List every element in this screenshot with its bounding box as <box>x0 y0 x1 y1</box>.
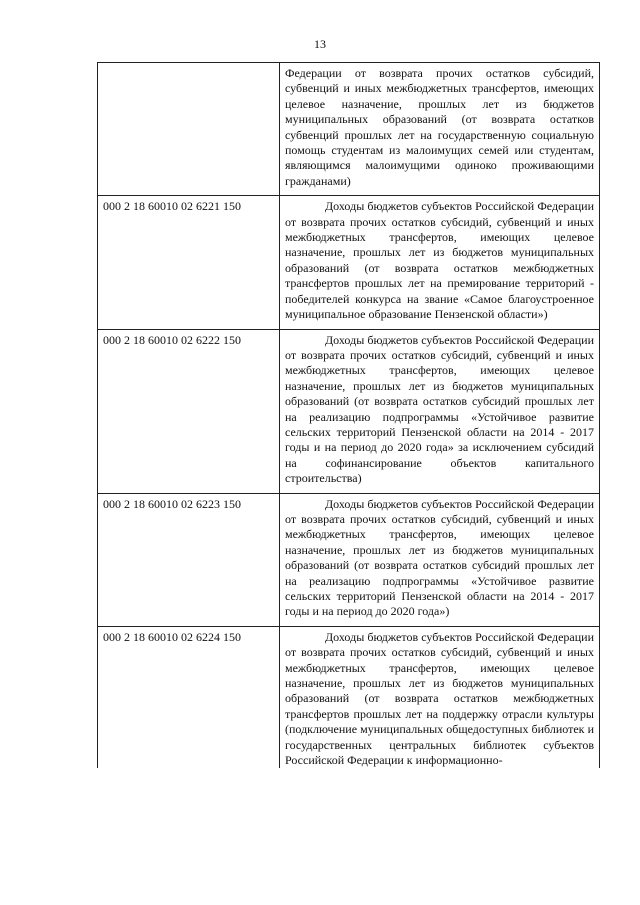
table-row <box>98 493 600 626</box>
code-cell <box>98 63 280 196</box>
description-cell: Доходы бюджетов субъектов Российской Федерации от возврата прочих остатков субсидий, субвенций и иных межбюджетных трансфертов, имеющих целевое назначение, прошлых лет из бюджетов муниципальных образований (от возврата остатков субсидий прошлых лет на реализацию подпрограммы «Устойчивое развитие сельских территорий Пензенской области на 2014 - 2017 годы и на период до 2020 года» за исключением субсидий на софинансирование объектов капитального строительства) <box>280 329 600 493</box>
description-cell: Доходы бюджетов субъектов Российской Федерации от возврата прочих остатков субсидий, субвенций и иных межбюджетных трансфертов, имеющих целевое назначение, прошлых лет из бюджетов муниципальных образований (от возврата остатков межбюджетных трансфертов прошлых лет на поддержку отрасли культуры (подключение муниципальных общедоступных библиотек и государственных центральных библиотек субъектов Российской Федерации к информационно- <box>280 626 600 768</box>
description-cell: Доходы бюджетов субъектов Российской Федерации от возврата прочих остатков субсидий, субвенций и иных межбюджетных трансфертов, имеющих целевое назначение, прошлых лет из бюджетов муниципальных образований (от возврата остатков межбюджетных трансфертов прошлых лет на премирование территорий - победителей конкурса на звание «Самое благоустроенное муниципальное образование Пензенской области») <box>280 196 600 329</box>
description-cell: Федерации от возврата прочих остатков субсидий, субвенций и иных межбюджетных трансфертов, имеющих целевое назначение, прошлых лет из бюджетов муниципальных образований (от возврата остатков субвенций прошлых лет на государственную социальную помощь студентам из малоимущих семей или студентам, являющимся малоимущими одиноко проживающими гражданами) <box>280 63 600 196</box>
code-cell: 000 2 18 60010 02 6222 150 <box>98 329 280 493</box>
table-row <box>98 329 600 493</box>
code-cell: 000 2 18 60010 02 6223 150 <box>98 493 280 626</box>
code-cell: 000 2 18 60010 02 6224 150 <box>98 626 280 768</box>
table-row <box>98 63 600 196</box>
page-number: 13 <box>314 37 326 51</box>
description-cell: Доходы бюджетов субъектов Российской Федерации от возврата прочих остатков субсидий, субвенций и иных межбюджетных трансфертов, имеющих целевое назначение, прошлых лет из бюджетов муниципальных образований (от возврата остатков субсидий прошлых лет на реализацию подпрограммы «Устойчивое развитие сельских территорий Пензенской области на 2014 - 2017 годы и на период до 2020 года») <box>280 493 600 626</box>
table-row <box>98 626 600 768</box>
table-row <box>98 196 600 329</box>
budget-code-table <box>97 62 600 768</box>
code-cell: 000 2 18 60010 02 6221 150 <box>98 196 280 329</box>
